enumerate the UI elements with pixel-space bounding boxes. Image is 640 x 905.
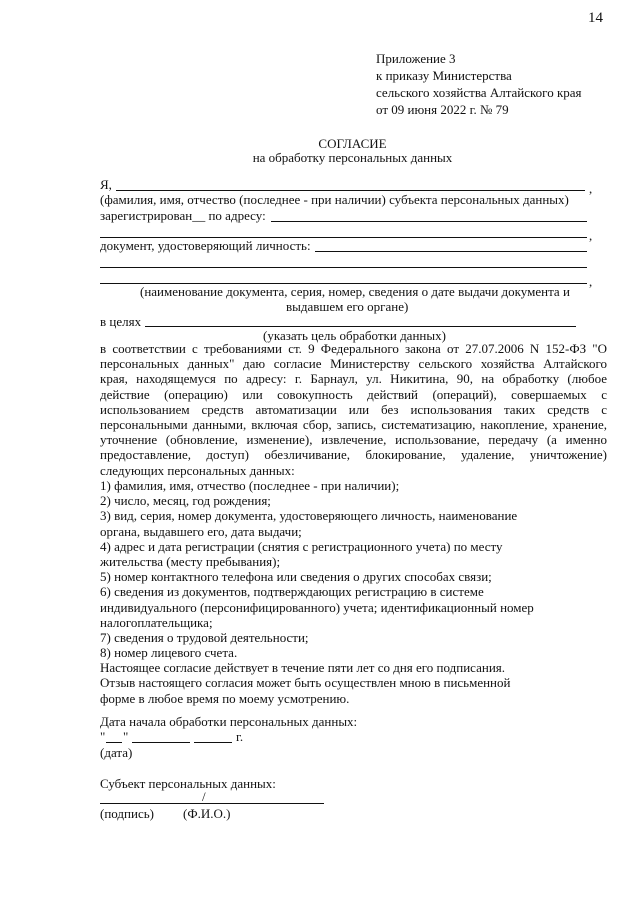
list-item: 5) номер контактного телефона или сведения о других способах связи; — [100, 569, 492, 585]
purpose-caption: (указать цель обработки данных) — [263, 328, 446, 343]
signature-slash: / — [202, 789, 206, 804]
body-line: использованием средств автоматизации или без использования таких средств с — [100, 401, 607, 417]
consent-body — [100, 341, 607, 478]
ya-label: Я, — [100, 177, 112, 192]
registered-label: зарегистрирован__ по адресу: — [100, 208, 266, 223]
date-quote-close: " — [123, 729, 129, 744]
validity-text: Настоящее согласие действует в течение пяти лет со дня его подписания. — [100, 660, 506, 676]
date-month-field[interactable] — [132, 742, 190, 743]
document-subtitle: на обработку персональных данных — [252, 150, 453, 165]
body-line: персональными данными, включая сбор, запись, систематизацию, накопление, хранение, — [100, 416, 607, 432]
date-caption: (дата) — [100, 745, 133, 760]
doc-caption-1: (наименование документа, серия, номер, сведения о дате выдачи документа и — [140, 284, 570, 299]
body-line: в соответствии с требованиями ст. 9 Федерального закона от 27.07.2006 N 152-ФЗ "О — [100, 341, 607, 356]
body-line: действие (операцию) или совокупность действий (операций), совершаемых с — [100, 386, 607, 402]
comma: , — [589, 274, 593, 289]
list-item: индивидуального (персонифицированного) учета; идентификационный номер — [100, 599, 534, 615]
list-item: 8) номер лицевого счета. — [100, 645, 238, 661]
appendix-line: Приложение 3 — [376, 51, 456, 66]
appendix-block — [376, 50, 582, 118]
appendix-line: к приказу Министерства — [376, 68, 512, 83]
doc-label: документ, удостоверяющий личность: — [100, 238, 311, 253]
list-item: 3) вид, серия, номер документа, удостоверяющего личность, наименование — [100, 508, 518, 524]
date-year-field[interactable] — [194, 742, 232, 743]
list-item: 6) сведения из документов, подтверждающих регистрацию в системе — [100, 584, 484, 600]
purpose-field[interactable] — [145, 326, 576, 327]
revoke-text: форме в любое время по моему усмотрению. — [100, 690, 350, 706]
id-document-field[interactable] — [315, 251, 587, 252]
comma: , — [589, 181, 593, 196]
doc-caption-2: выдавшем его органе) — [286, 299, 409, 314]
fio-field[interactable] — [116, 190, 585, 191]
list-item: жительства (месту пребывания); — [100, 553, 281, 569]
appendix-line: сельского хозяйства Алтайского края — [376, 85, 582, 100]
date-quote-open: " — [100, 729, 106, 744]
body-line: края, находящемуся по адресу: г. Барнаул, ул. Никитина, 90, на обработку (любое — [100, 371, 607, 387]
body-line: уточнение (обновление, изменение), извлечение, использование, передачу (а именно — [100, 432, 607, 448]
list-item: 2) число, месяц, год рождения; — [100, 493, 271, 509]
subject-label: Субъект персональных данных: — [100, 776, 276, 791]
revoke-text: Отзыв настоящего согласия может быть осуществлен мною в письменной — [100, 675, 511, 691]
list-item: налогоплательщика; — [100, 614, 213, 630]
purpose-label: в целях — [100, 314, 142, 329]
address-field[interactable] — [271, 221, 587, 222]
signature-field[interactable] — [100, 803, 324, 804]
fio-short-caption: (Ф.И.О.) — [183, 806, 231, 821]
document-title: СОГЛАСИЕ — [318, 136, 387, 151]
data-items-list — [100, 478, 534, 706]
body-line: персональных данных" даю согласие Министерству сельского хозяйства Алтайского — [100, 356, 607, 372]
body-line: следующих персональных данных: — [100, 462, 295, 478]
id-document-field-2[interactable] — [100, 267, 587, 268]
date-day-field[interactable] — [106, 742, 122, 743]
appendix-line: от 09 июня 2022 г. № 79 — [376, 102, 509, 117]
page-number: 14 — [588, 10, 603, 26]
start-date-label: Дата начала обработки персональных данных: — [100, 714, 358, 729]
date-year-suffix: г. — [236, 729, 244, 744]
sign-caption: (подпись) — [100, 806, 154, 821]
list-item: 4) адрес и дата регистрации (снятия с регистрационного учета) по месту — [100, 538, 503, 554]
body-line: предоставление, доступ) обезличивание, блокирование, удаление, уничтожение) — [100, 447, 607, 463]
list-item: 1) фамилия, имя, отчество (последнее - при наличии); — [100, 478, 400, 493]
comma: , — [589, 228, 593, 243]
fio-caption: (фамилия, имя, отчество (последнее - при наличии) субъекта персональных данных) — [100, 192, 569, 207]
list-item: органа, выдавшего его, дата выдачи; — [100, 523, 302, 539]
list-item: 7) сведения о трудовой деятельности; — [100, 629, 309, 645]
